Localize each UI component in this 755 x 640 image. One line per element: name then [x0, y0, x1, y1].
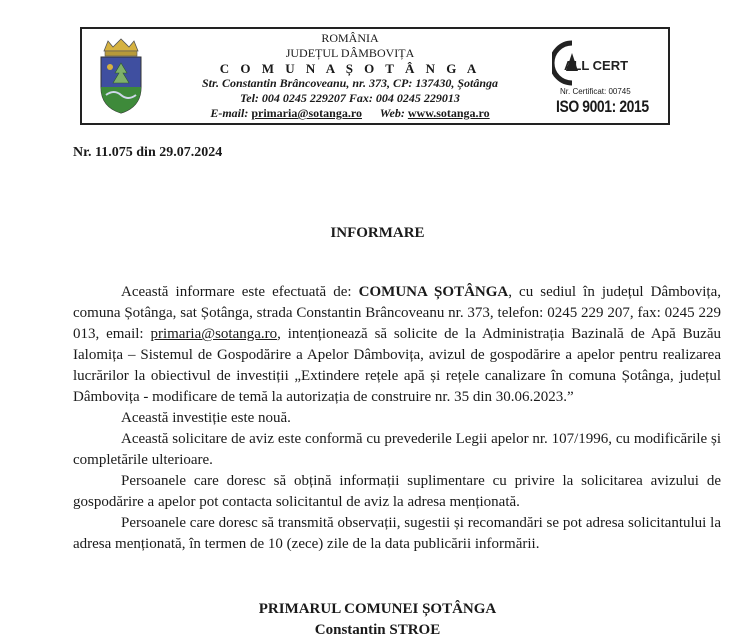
email-label: E-mail: — [210, 106, 252, 120]
document-title: INFORMARE — [330, 225, 425, 241]
intro-text: Această informare este efectuată de: — [121, 284, 359, 300]
county-name: JUDEȚUL DÂMBOVIȚA — [285, 46, 415, 60]
certification-block — [552, 37, 662, 121]
letterhead-text — [152, 31, 548, 121]
paragraph-information: Persoanele care doresc să obțină informații suplimentare cu privire la solicitarea avizului de gospodărire a apelor pot contacta solicitantul de aviz la adresa menționată. — [73, 473, 721, 510]
commune-name: C O M U N A Ș O T Â N G A — [219, 61, 481, 76]
phone-fax-line: Tel: 004 0245 229207 Fax: 004 0245 229013 — [240, 91, 460, 105]
paragraph-legal-basis: Această solicitare de aviz este conformă cu prevederile Legii apelor nr. 107/1996, cu modificările și completările ulterioare. — [73, 431, 721, 468]
contact-line — [152, 106, 548, 121]
paragraph-observations: Persoanele care doresc să transmită observații, sugestii și recomandări se pot adresa solicitantului la adresa menționată, în termen de 10 (zece) zile de la data publicării informării. — [73, 515, 721, 552]
signature-name: Constantin STROE — [314, 622, 441, 638]
allcert-logo-icon — [552, 37, 662, 87]
cert-logo-text: ALL CERT — [564, 58, 629, 73]
paragraph-new-investment: Această investiție este nouă. — [121, 410, 291, 426]
web-label: Web: — [379, 106, 408, 120]
paragraph-intro — [73, 282, 721, 408]
iso-standard: ISO 9001: 2015 — [556, 97, 649, 116]
entity-name: COMUNA ȘOTÂNGA — [358, 284, 509, 300]
address-line: Str. Constantin Brâncoveanu, nr. 373, CP: 137430, Șotânga — [201, 76, 499, 90]
email-link[interactable]: primaria@sotanga.ro — [251, 106, 362, 120]
document-body — [73, 282, 721, 555]
intro-details: , cu sediul în județul Dâmbovița, comuna Șotânga, sat Șotânga, strada Constantin Brâncoveanu nr. 373, telefon: 0245 229 207, fax: 0245 229 013, email: — [73, 284, 722, 342]
body-email-link[interactable]: primaria@sotanga.ro — [150, 326, 278, 342]
letterhead — [80, 27, 670, 125]
web-link[interactable]: www.sotanga.ro — [407, 106, 490, 120]
country-name: ROMÂNIA — [321, 31, 379, 45]
certificate-number: Nr. Certificat: 00745 — [560, 87, 631, 96]
coat-of-arms-icon — [96, 37, 146, 115]
registration-number: Nr. 11.075 din 29.07.2024 — [73, 145, 223, 160]
intro-request: , intenționează să solicite de la Administrația Bazinală de Apă Buzău Ialomița – Sistemul de Gospodărire a Apelor Dâmbovița, avizul de gospodărire a apelor pentru realizarea lucrărilor la obiectivul de investiții „Extindere rețele apă și rețele canalizare în comuna Șotânga, județul Dâmbovița - modificare de temă la autorizația de construire nr. 35 din 30.06.2023.” — [73, 326, 721, 405]
signature-title: PRIMARUL COMUNEI ȘOTÂNGA — [258, 601, 497, 617]
